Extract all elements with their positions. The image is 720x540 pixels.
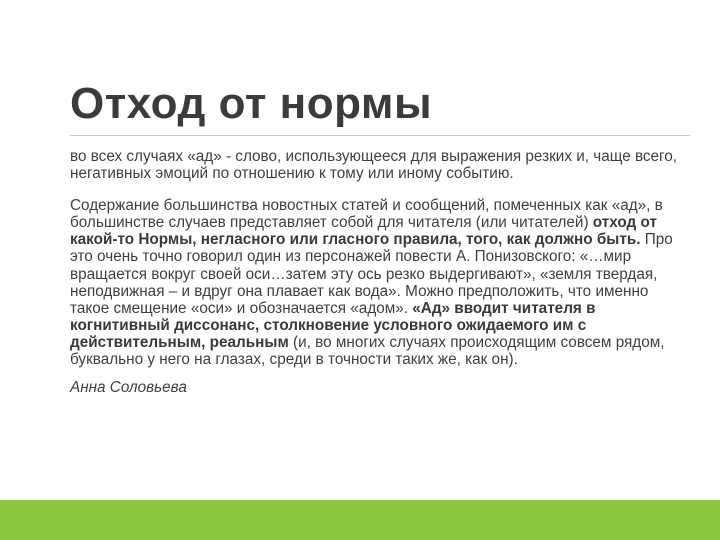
paragraph-main-bold-2: «Ад» вводит читателя в когнитивный диссонанс, столкновение условного ожидаемого им с действительным, реальным <box>70 299 596 351</box>
paragraph-main-text-3: (и, во многих случаях происходящим совсем рядом, буквально у него на глазах, среди в точности таких же, как он). <box>70 333 665 369</box>
paragraph-main-bold-1: отход от какой-то Нормы, негласного или гласного правила, того, как должно быть. <box>70 214 657 249</box>
footer-accent-bar <box>0 500 720 540</box>
slide-body <box>70 148 690 407</box>
paragraph-main-text-1: Содержание большинства новостных статей и сообщений, помеченных как «ад», в большинстве случаев представляет собой для читателя (или читателей) <box>70 197 663 232</box>
paragraph-main-text-2: Про это очень точно говорил один из персонажей повести А. Понизовского: «…мир вращается вокруг своей оси…затем эту ось резко выдергивают», «земля твердая, неподвижная – и вдруг она плавает как вода». Можно предположить, что именно такое смещение «оси» и обозначается «адом». <box>70 231 673 317</box>
title-divider <box>70 135 690 136</box>
paragraph-main <box>70 197 690 368</box>
author-signature: Анна Соловьева <box>70 379 187 397</box>
paragraph-definition: во всех случаях «ад» - слово, использующееся для выражения резких и, чаще всего, негативных эмоций по отношению к тому или иному событию. <box>70 148 678 183</box>
slide-title: Отход от нормы <box>70 79 433 128</box>
